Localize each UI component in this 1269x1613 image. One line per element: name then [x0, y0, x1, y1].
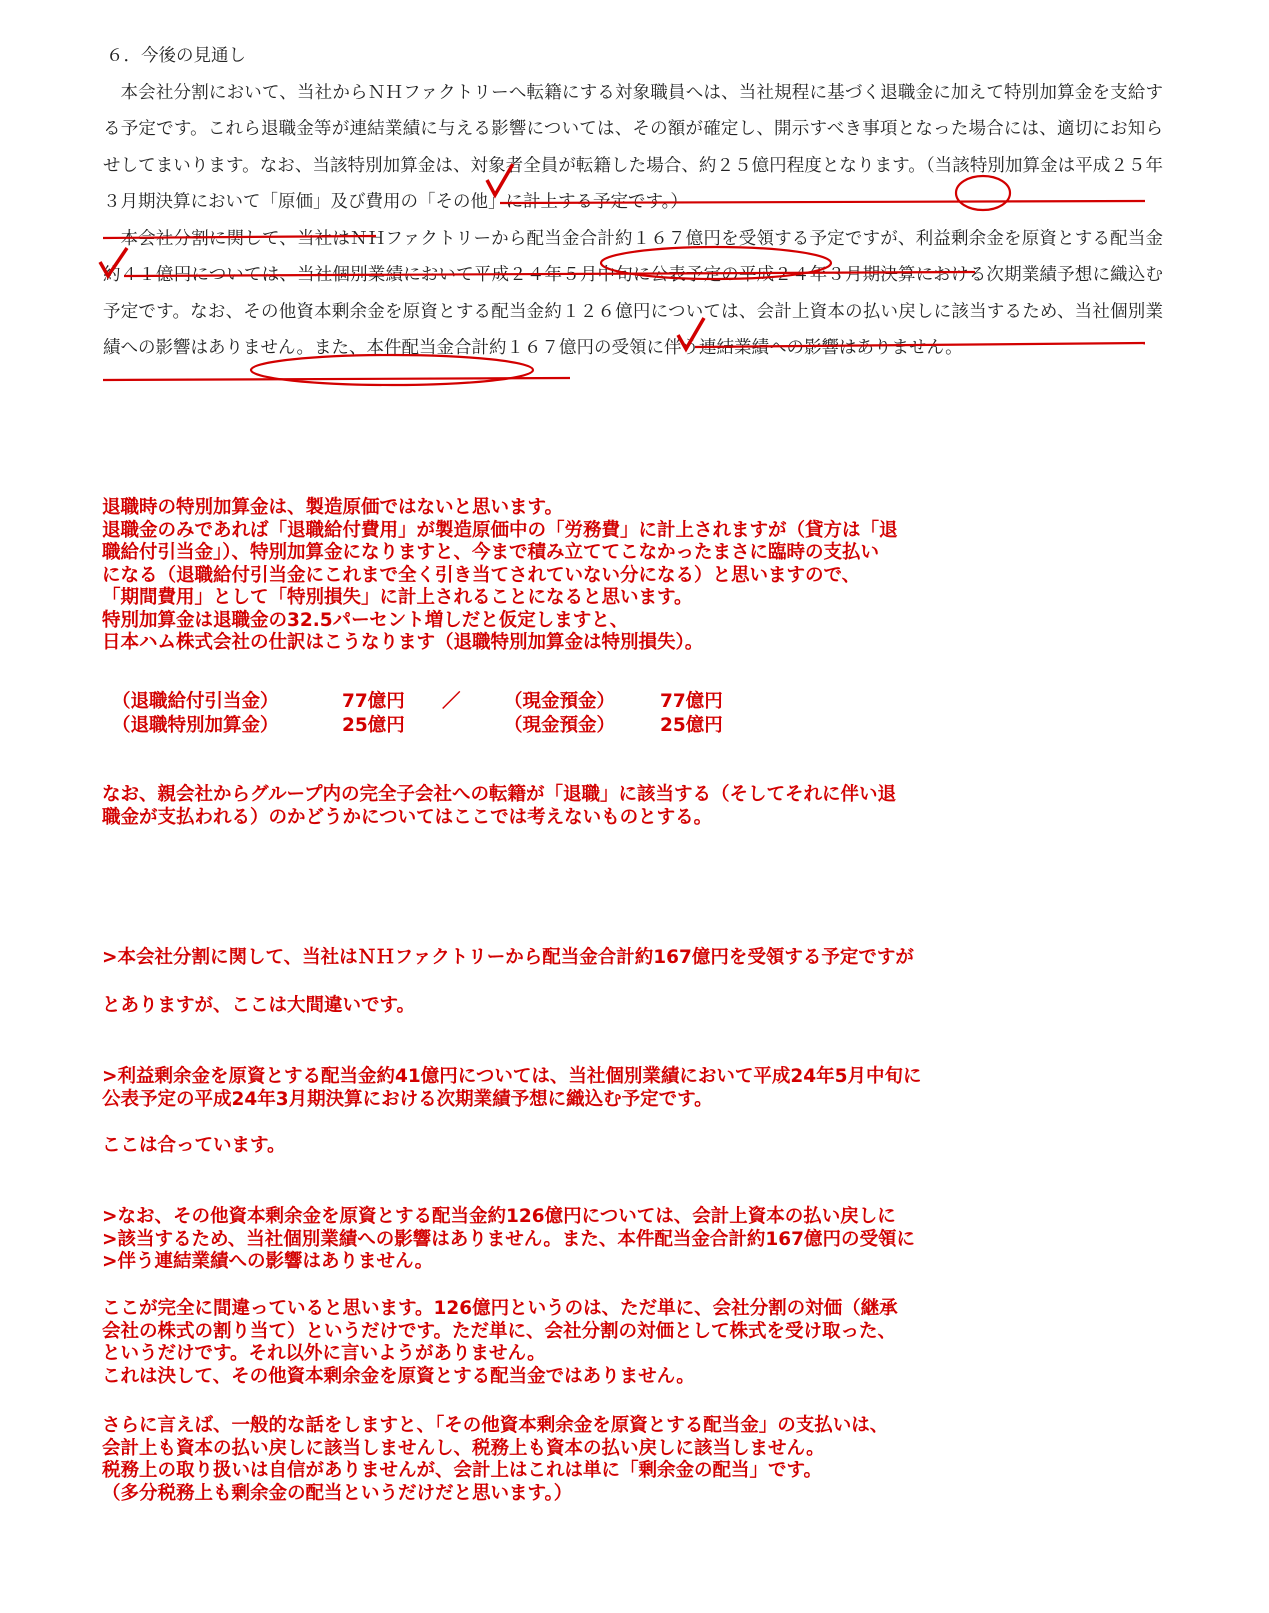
- quote-2-reply: [102, 1135, 1167, 1158]
- quote-2: [102, 1066, 1167, 1111]
- credit-account: （現金預金）: [504, 714, 616, 736]
- quoted-line: >本会社分割に関して、当社はＮＨファクトリーから配当金合計約167億円を受領する予定ですが: [102, 947, 914, 968]
- commentary-line: 退職時の特別加算金は、製造原価ではないと思います。: [102, 497, 564, 518]
- quote-3: [102, 1206, 1167, 1274]
- closing-line: 税務上の取り扱いは自信がありませんが、会計上はこれは単に「剰余金の配当」です。: [102, 1460, 823, 1481]
- journal-entry-row: [112, 690, 812, 714]
- quoted-line: 公表予定の平成24年3月期決算における次期業績予想に織込む予定です。: [102, 1088, 713, 1110]
- reply-line: 会社の株式の割り当て）というだけです。ただ単に、会社分割の対価として株式を受け取った、: [102, 1320, 897, 1342]
- credit-amount: 77億円: [660, 691, 723, 712]
- quote-1-reply: [102, 995, 1167, 1018]
- commentary-line: 退職金のみであれば「退職給付費用」が製造原価中の「労務費」に計上されますが（貸方は「退: [102, 519, 898, 541]
- commentary-line: 職給付引当金」）、特別加算金になりますと、今まで積み立ててこなかったまさに臨時の支払い: [102, 542, 880, 563]
- quote-3-reply: [102, 1298, 1167, 1388]
- debit-amount: 77億円: [342, 691, 405, 712]
- debit-amount: 25億円: [342, 714, 405, 736]
- debit-account: （退職給付引当金）: [112, 691, 279, 712]
- commentary-line: になる（退職給付引当金にこれまで全く引き当てされていない分になる）と思いますので、: [102, 564, 861, 586]
- quoted-line: >なお、その他資本剰余金を原資とする配当金約126億円については、会計上資本の払い戻しに: [102, 1206, 896, 1227]
- quote-1: [102, 947, 1167, 970]
- credit-account: （現金預金）: [504, 691, 616, 712]
- reply-line: これは決して、その他資本剰余金を原資とする配当金ではありません。: [102, 1365, 695, 1387]
- credit-amount: 25億円: [660, 714, 723, 736]
- journal-entries: [112, 690, 812, 737]
- entry-separator: ／: [442, 691, 461, 712]
- document-paragraph-2: 本会社分割に関して、当社はＮＨファクトリーから配当金合計約１６７億円を受領する予定ですが、利益剰余金を原資とする配当金約４１億円については、当社個別業績において平成２４年５月中旬に公表予定の平成２４年３月期決算における次期業績予想に織込む予定です。なお、その他資本剰余金を原資とする配当金約１２６億円については、会計上資本の払い戻しに該当するため、当社個別業績への影響はありません。また、本件配当金合計約１６７億円の受領に伴う連結業績への影響はありません。: [103, 228, 1163, 358]
- reply-line: ここは合っています。: [102, 1135, 286, 1156]
- quoted-line: >該当するため、当社個別業績への影響はありません。また、本件配当金合計約167億円の受領に: [102, 1228, 915, 1250]
- journal-entry-row: [112, 714, 812, 738]
- debit-account: （退職特別加算金）: [112, 714, 279, 736]
- closing-remarks: [102, 1415, 1167, 1505]
- underline-mark: [103, 378, 570, 380]
- commentary-block-1: [102, 497, 1167, 655]
- scanned-document-excerpt: [103, 38, 1163, 367]
- commentary-block-2: [102, 784, 1167, 829]
- document-paragraph-1: 本会社分割において、当社からＮＨファクトリーへ転籍にする対象職員へは、当社規程に基づく退職金に加えて特別加算金を支給する予定です。これら退職金等が連結業績に与える影響については、その額が確定し、開示すべき事項となった場合には、適切にお知らせしてまいります。なお、当該特別加算金は、対象者全員が転籍した場合、約２５億円程度となります。（当該特別加算金は平成２５年３月期決算において「原価」及び費用の「その他」に計上する予定です。）: [103, 82, 1163, 212]
- quoted-line: >伴う連結業績への影響はありません。: [102, 1251, 434, 1272]
- closing-line: さらに言えば、一般的な話をしますと、「その他資本剰余金を原資とする配当金」の支払いは、: [102, 1415, 889, 1436]
- reply-line: とありますが、ここは大間違いです。: [102, 995, 416, 1016]
- section-heading: ６．今後の見通し: [106, 46, 246, 66]
- reply-line: というだけです。それ以外に言いようがありません。: [102, 1343, 546, 1364]
- quoted-line: >利益剰余金を原資とする配当金約41億円については、当社個別業績において平成24年5月中旬に: [102, 1066, 922, 1087]
- commentary-line: なお、親会社からグループ内の完全子会社への転籍が「退職」に該当する（そしてそれに伴い退: [102, 784, 897, 805]
- closing-line: 会計上も資本の払い戻しに該当しませんし、税務上も資本の払い戻しに該当しません。: [102, 1437, 825, 1459]
- closing-line: （多分税務上も剰余金の配当というだけだと思います。）: [102, 1482, 573, 1504]
- commentary-line: 「期間費用」として「特別損失」に計上されることになると思います。: [102, 587, 693, 608]
- commentary-line: 特別加算金は退職金の32.5パーセント増しだと仮定しますと、: [102, 609, 629, 631]
- reply-line: ここが完全に間違っていると思います。126億円というのは、ただ単に、会社分割の対価（継承: [102, 1298, 898, 1319]
- commentary-line: 職金が支払われる）のかどうかについてはここでは考えないものとする。: [102, 806, 713, 828]
- commentary-line: 日本ハム株式会社の仕訳はこうなります（退職特別加算金は特別損失）。: [102, 632, 704, 653]
